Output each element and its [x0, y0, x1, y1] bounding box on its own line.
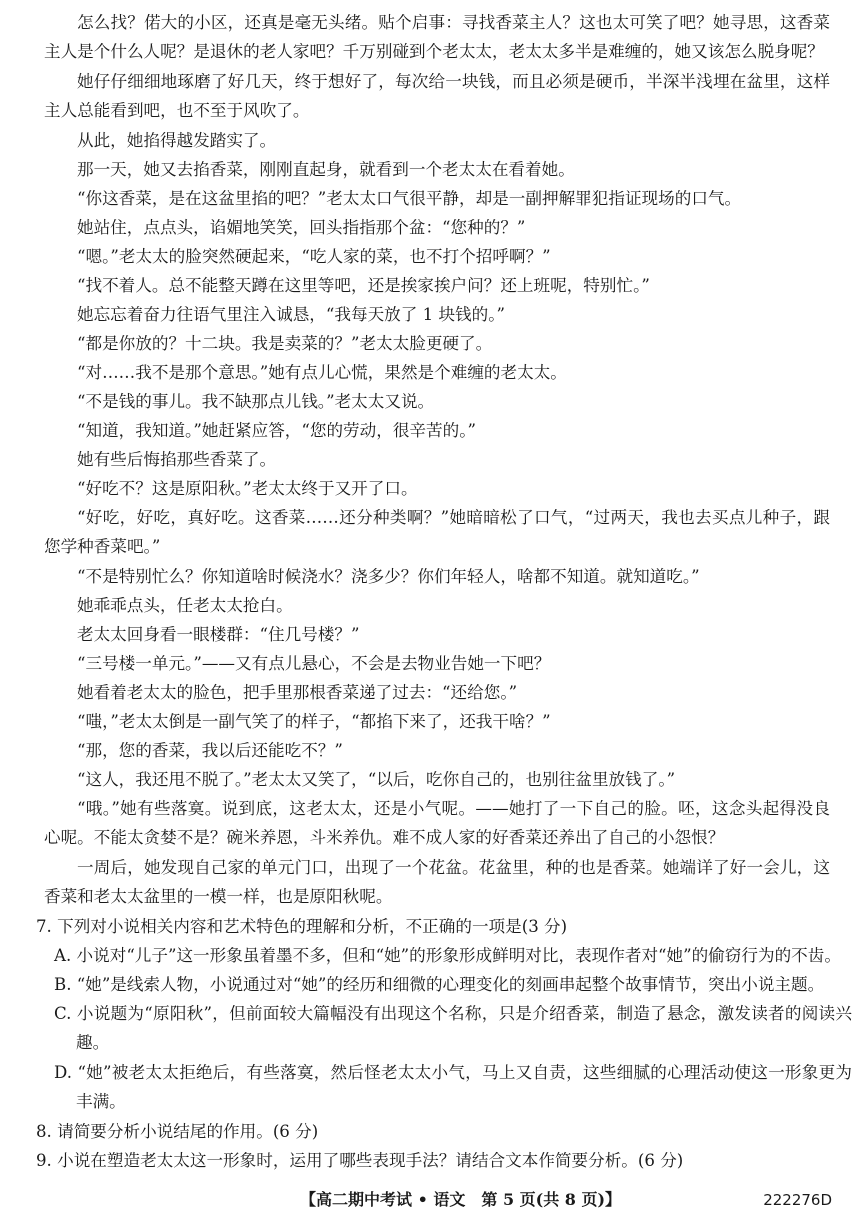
question-7-option-c: C. 小说题为“原阳秋”，但前面较大篇幅没有出现这个名称，只是介绍香菜，制造了悬念，激发读者的阅读兴趣。 [54, 1004, 852, 1053]
paragraph-26: 一周后，她发现自己家的单元门口，出现了一个花盆。花盆里，种的也是香菜。她端详了好一会儿，这香菜和老太太盆里的一模一样，也是原阳秋呢。 [44, 858, 830, 907]
paragraph-1: 怎么找？偌大的小区，还真是毫无头绪。贴个启事：寻找香菜主人？这也太可笑了吧？她寻思，这香菜主人是个什么人呢？是退休的老人家吧？千万别碰到个老太太，老太太多半是难缠的，她又该怎么脱身呢？ [44, 13, 830, 62]
paragraph-20: “三号楼一单元。”——又有点儿悬心，不会是去物业告她一下吧？ [77, 654, 551, 673]
paragraph-16: “好吃，好吃，真好吃。这香菜……还分种类啊？”她暗暗松了口气，“过两天，我也去买点儿种子，跟您学种香菜吧。” [44, 508, 830, 557]
paragraph-25: “哦。”她有些落寞。说到底，这老太太，还是小气呢。——她打了一下自己的脸。呸，这念头起得没良心呢。不能太贪婪不是？碗米养恩，斗米养仇。难不成人家的好香菜还养出了自己的小怨恨？ [44, 799, 830, 848]
paragraph-19: 老太太回身看一眼楼群：“住几号楼？” [77, 625, 360, 644]
paragraph-11: “对……我不是那个意思。”她有点儿心慌，果然是个难缠的老太太。 [77, 363, 567, 382]
question-9: 9. 小说在塑造老太太这一形象时，运用了哪些表现手法？请结合文本作简要分析。(6 分) [36, 1151, 684, 1170]
paragraph-4: 那一天，她又去掐香菜，刚刚直起身，就看到一个老太太在看着她。 [77, 160, 575, 179]
paragraph-24: “这人，我还甩不脱了。”老太太又笑了，“以后，吃你自己的，也别往盆里放钱了。” [77, 770, 676, 789]
paragraph-5: “你这香菜，是在这盆里掐的吧？”老太太口气很平静，却是一副押解罪犯指证现场的口气。 [77, 189, 742, 208]
paragraph-2: 她仔仔细细地琢磨了好几天，终于想好了，每次给一块钱，而且必须是硬币，半深半浅埋在盆里，这样主人总能看到吧，也不至于风吹了。 [44, 72, 830, 121]
paragraph-14: 她有些后悔掐那些香菜了。 [77, 450, 277, 469]
paragraph-13: “知道，我知道。”她赶紧应答，“您的劳动，很辛苦的。” [77, 421, 476, 440]
question-7-option-b: B. “她”是线索人物，小说通过对“她”的经历和细微的心理变化的刻画串起整个故事情节，突出小说主题。 [54, 975, 825, 994]
paragraph-21: 她看着老太太的脸色，把手里那根香菜递了过去：“还给您。” [77, 683, 518, 702]
paragraph-17: “不是特别忙么？你知道啥时候浇水？浇多少？你们年轻人，啥都不知道。就知道吃。” [77, 567, 700, 586]
footer-page-info: 【高二期中考试 • 语文 第 5 页(共 8 页)】 [300, 1190, 622, 1209]
question-8: 8. 请简要分析小说结尾的作用。(6 分) [36, 1122, 319, 1141]
paragraph-9: 她忘忘着奋力往语气里注入诚恳，“我每天放了 1 块钱的。” [77, 305, 506, 324]
page-footer [0, 1186, 860, 1214]
paragraph-3: 从此，她掐得越发踏实了。 [77, 131, 277, 150]
paragraph-23: “那，您的香菜，我以后还能吃不？” [77, 741, 343, 760]
paragraph-15: “好吃不？这是原阳秋。”老太太终于又开了口。 [77, 479, 418, 498]
paragraph-18: 她乖乖点头，任老太太抢白。 [77, 596, 293, 615]
paragraph-22: “嗤，”老太太倒是一副气笑了的样子，“都掐下来了，还我干啥？” [77, 712, 551, 731]
paragraph-8: “找不着人。总不能整天蹲在这里等吧，还是挨家挨户问？还上班呢，特别忙。” [77, 276, 650, 295]
paragraph-12: “不是钱的事儿。我不缺那点儿钱。”老太太又说。 [77, 392, 435, 411]
paragraph-7: “嗯。”老太太的脸突然硬起来，“吃人家的菜，也不打个招呼啊？” [77, 247, 551, 266]
paragraph-10: “都是你放的？十二块。我是卖菜的？”老太太脸更硬了。 [77, 334, 493, 353]
question-7-option-d: D. “她”被老太太拒绝后，有些落寞，然后怪老太太小气，马上又自责，这些细腻的心理活动使这一形象更为丰满。 [54, 1063, 852, 1112]
question-7-option-a: A. 小说对“儿子”这一形象虽着墨不多，但和“她”的形象形成鲜明对比，表现作者对“她”的偷窃行为的不齿。 [54, 946, 841, 965]
paragraph-6: 她站住，点点头，谄媚地笑笑，回头指指那个盆：“您种的？” [77, 218, 526, 237]
question-7-stem: 7. 下列对小说相关内容和艺术特色的理解和分析，不正确的一项是(3 分) [36, 917, 568, 936]
footer-exam-code: 222276D [763, 1191, 832, 1209]
